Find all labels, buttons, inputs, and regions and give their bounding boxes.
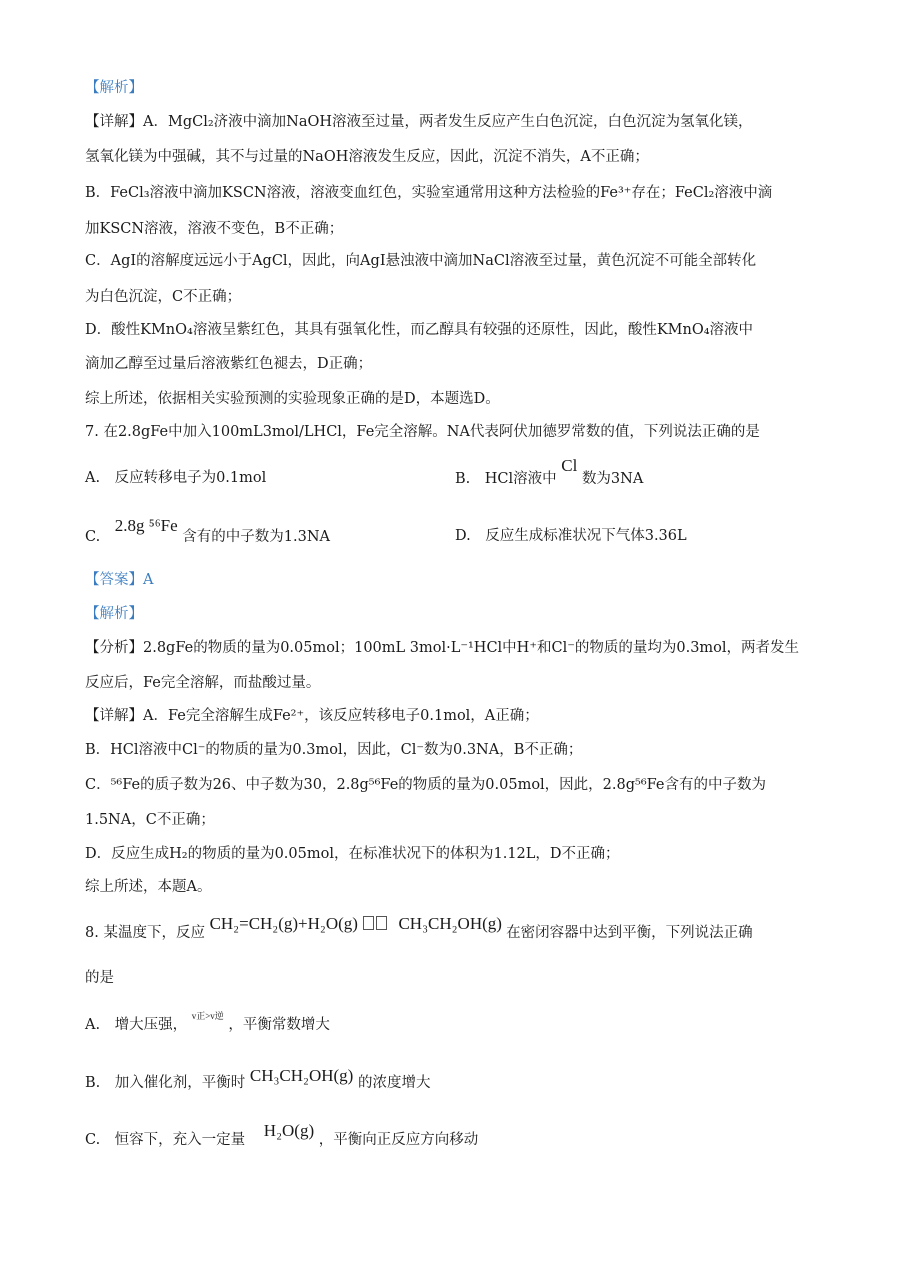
formula-image: 2.8g ⁵⁶Fe bbox=[114, 516, 178, 535]
jiexi-heading: 【解析】 bbox=[85, 80, 143, 96]
q7-option-c bbox=[85, 516, 330, 547]
equilibrium-arrow-icon bbox=[363, 916, 374, 930]
q8-option-b bbox=[85, 1066, 431, 1093]
stem-text: 在密闭容器中达到平衡，下列说法正确 bbox=[506, 925, 753, 941]
option-text: B. HCl溶液中 bbox=[455, 471, 557, 487]
formula-left: CH₂=CH₂(g)+H₂O(g) bbox=[209, 914, 358, 933]
explanation-line: 【分析】2.8gFe的物质的量为0.05mol；100mL 3mol·L⁻¹HCl中H⁺和Cl⁻的物质的量均为0.3mol，两者发生 bbox=[85, 640, 800, 656]
answer-heading: 【答案】A bbox=[85, 572, 154, 588]
formula-image: CH₃CH₂OH(g) bbox=[249, 1066, 354, 1085]
explanation-line: 综上所述，本题A。 bbox=[85, 879, 212, 895]
question-7-stem: 7. 在2.8gFe中加入100mL3mol/LHCl，Fe完全溶解。NA代表阿伏加德罗常数的值，下列说法正确的是 bbox=[85, 424, 760, 440]
equilibrium-arrow-icon bbox=[376, 916, 387, 930]
q7-option-d: D. 反应生成标准状况下气体3.36L bbox=[455, 528, 687, 544]
option-text: ，平衡向正反应方向移动 bbox=[318, 1132, 479, 1148]
jiexi-heading: 【解析】 bbox=[85, 606, 143, 622]
explanation-line: 加KSCN溶液，溶液不变色，B不正确； bbox=[85, 221, 344, 237]
option-text: ，平衡常数增大 bbox=[228, 1017, 330, 1033]
question-8-stem-cont: 的是 bbox=[85, 970, 114, 986]
option-text: 的浓度增大 bbox=[357, 1075, 431, 1091]
explanation-line: 滴加乙醇至过量后溶液紫红色褪去，D正确； bbox=[85, 356, 373, 372]
explanation-line: B．HCl溶液中Cl⁻的物质的量为0.3mol，因此，Cl⁻数为0.3NA，B不正确； bbox=[85, 742, 583, 758]
question-8-stem bbox=[85, 914, 753, 943]
option-text: C. 恒容下，充入一定量 bbox=[85, 1132, 246, 1148]
explanation-line: 为白色沉淀，C不正确； bbox=[85, 289, 242, 305]
explanation-line: 综上所述，依据相关实验预测的实验现象正确的是D，本题选D。 bbox=[85, 391, 500, 407]
q8-option-c bbox=[85, 1121, 479, 1150]
option-text: 含有的中子数为1.3NA bbox=[182, 529, 330, 545]
option-text: A. 增大压强， bbox=[85, 1017, 188, 1033]
formula-image bbox=[210, 914, 507, 933]
option-label: C. bbox=[85, 529, 101, 545]
formula-image: H₂O(g) bbox=[263, 1121, 315, 1140]
explanation-line: B．FeCl₃溶液中滴加KSCN溶液，溶液变血红色，实验室通常用这种方法检验的Fe³⁺存在；FeCl₂溶液中滴 bbox=[85, 185, 773, 201]
explanation-line: 【详解】A．MgCl₂济液中滴加NaOH溶液至过量，两者发生反应产生白色沉淀，白色沉淀为氢氧化镁， bbox=[85, 114, 753, 130]
explanation-line: 氢氧化镁为中强碱，其不与过量的NaOH溶液发生反应，因此，沉淀不消失，A不正确； bbox=[85, 149, 649, 165]
explanation-line: 1.5NA，C不正确； bbox=[85, 812, 215, 828]
explanation-line: D．反应生成H₂的物质的量为0.05mol，在标准状况下的体积为1.12L，D不正确； bbox=[85, 846, 620, 862]
explanation-line: D．酸性KMnO₄溶液呈紫红色，其具有强氧化性，而乙醇具有较强的还原性，因此，酸性KMnO₄溶液中 bbox=[85, 322, 754, 338]
explanation-line: C．AgI的溶解度远远小于AgCl，因此，向AgI悬浊液中滴加NaCl溶液至过量，黄色沉淀不可能全部转化 bbox=[85, 253, 757, 269]
q8-option-a bbox=[85, 1011, 330, 1036]
formula-image: Cl bbox=[561, 456, 578, 475]
explanation-line: C．⁵⁶Fe的质子数为26、中子数为30，2.8g⁵⁶Fe的物质的量为0.05mol，因此，2.8g⁵⁶Fe含有的中子数为 bbox=[85, 777, 767, 793]
formula-image: v正>v逆 bbox=[191, 1011, 224, 1021]
q7-option-b bbox=[455, 456, 644, 489]
formula-right: CH₃CH₂OH(g) bbox=[398, 914, 502, 933]
option-text: 数为3NA bbox=[581, 471, 644, 487]
explanation-line: 【详解】A．Fe完全溶解生成Fe²⁺，该反应转移电子0.1mol，A正确； bbox=[85, 708, 539, 724]
q7-option-a: A. 反应转移电子为0.1mol bbox=[85, 470, 267, 486]
option-text: B. 加入催化剂，平衡时 bbox=[85, 1075, 246, 1091]
stem-text: 8. 某温度下，反应 bbox=[85, 925, 205, 941]
explanation-line: 反应后，Fe完全溶解，而盐酸过量。 bbox=[85, 675, 321, 691]
